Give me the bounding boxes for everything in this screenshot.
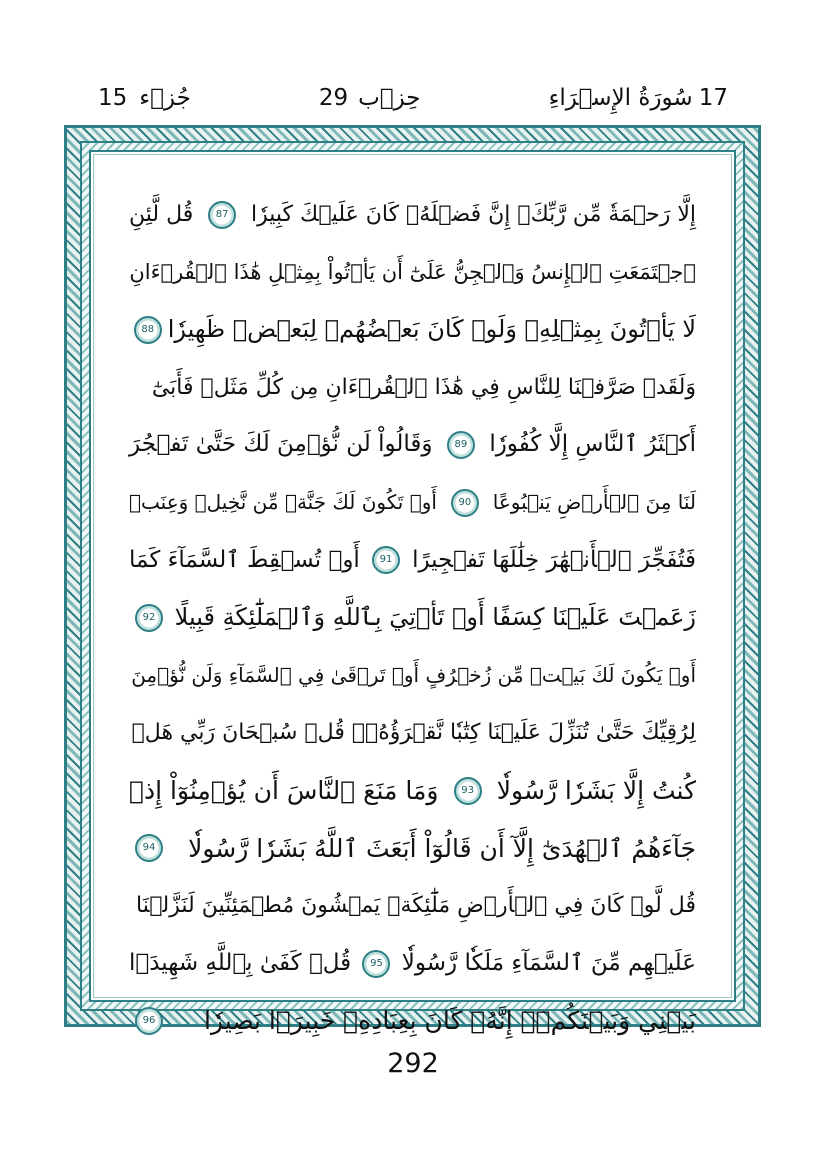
juz-label-group: [98, 85, 191, 111]
ayah-number-marker: 89: [447, 431, 475, 459]
verse-text: فَتُفَجِّرَ ٱلۡأَنۡهَٰرَ خِلَٰلَهَا تَفۡجِيرًا: [412, 546, 696, 573]
text-line: [129, 244, 696, 302]
text-panel: [89, 150, 736, 1036]
verse-text: لَا يَأۡتُونَ بِمِثۡلِهِۦ وَلَوۡ كَانَ بَعۡضُهُمۡ لِبَعۡضٖ ظَهِيرٗا: [167, 315, 696, 344]
text-line: [129, 820, 696, 878]
text-line: [129, 186, 696, 244]
hizb-label-group: [319, 85, 421, 111]
ayah-number-marker: 90: [451, 489, 479, 517]
verse-text: لَنَا مِنَ ٱلۡأَرۡضِ يَنۢبُوعًا: [492, 489, 696, 514]
text-line: [129, 532, 696, 590]
hizb-number: 29: [318, 85, 349, 111]
text-line: [129, 301, 696, 359]
verse-text: عَلَيۡهِم مِّنَ ٱلسَّمَآءِ مَلَكٗا رَّسُولٗا: [401, 949, 696, 976]
verse-text: أَوۡ يَكُونَ لَكَ بَيۡتٞ مِّن زُخۡرُفٍ أَوۡ تَرۡقَىٰ فِي ٱلسَّمَآءِ وَلَن نُّؤۡمِنَ: [131, 662, 696, 687]
verse-text: قُلۡ كَفَىٰ بِٱللَّهِ شَهِيدَۢا: [129, 949, 352, 976]
text-line: [129, 992, 696, 1050]
text-line: [129, 359, 696, 417]
text-line: [129, 877, 696, 935]
text-line: [129, 704, 696, 762]
verse-text: ٱجۡتَمَعَتِ ٱلۡإِنسُ وَٱلۡجِنُّ عَلَىٰٓ أَن يَأۡتُواْ بِمِثۡلِ هَٰذَا ٱلۡقُرۡءَانِ: [129, 259, 696, 284]
quran-text: [129, 186, 696, 1036]
verse-text: إِلَّا رَحۡمَةٗ مِّن رَّبِّكَۚ إِنَّ فَضۡلَهُۥ كَانَ عَلَيۡكَ كَبِيرٗا: [250, 202, 696, 227]
verse-text: زَعَمۡتَ عَلَيۡنَا كِسَفًا أَوۡ تَأۡتِيَ بِٱللَّهِ وَٱلۡمَلَٰٓئِكَةِ قَبِيلًا: [174, 603, 696, 632]
verse-text: كُنتُ إِلَّا بَشَرٗا رَّسُولٗا: [496, 775, 696, 805]
verse-text: أَوۡ تُسۡقِطَ ٱلسَّمَآءَ كَمَا: [129, 546, 360, 573]
ayah-number-marker: 93: [454, 777, 482, 805]
verse-text: لِرُقِيِّكَ حَتَّىٰ تُنَزِّلَ عَلَيۡنَا كِتَٰبٗا نَّقۡرَؤُهُۥۗ قُلۡ سُبۡحَانَ رَبِّي هَلۡ: [131, 720, 696, 746]
verse-text: وَقَالُواْ لَن نُّؤۡمِنَ لَكَ حَتَّىٰ تَفۡجُرَ: [129, 431, 433, 458]
page-header: [98, 78, 728, 118]
verse-text: قُل لَّوۡ كَانَ فِي ٱلۡأَرۡضِ مَلَٰٓئِكَةٞ يَمۡشُونَ مُطۡمَئِنِّينَ لَنَزَّلۡنَا: [135, 893, 696, 919]
verse-text: وَمَا مَنَعَ ٱلنَّاسَ أَن يُؤۡمِنُوٓاْ إِذۡ: [129, 775, 439, 805]
surah-name: سُورَةُ الإِسۡرَاءِ: [548, 85, 693, 111]
verse-text: أَكۡثَرُ ٱلنَّاسِ إِلَّا كُفُورٗا: [489, 431, 696, 458]
text-line: [129, 474, 696, 532]
ayah-number-marker: 92: [135, 604, 163, 632]
text-line: [129, 589, 696, 647]
page-number: 292: [387, 1048, 439, 1079]
text-line: [129, 647, 696, 705]
text-line: [129, 762, 696, 820]
juz-label: جُزۡء: [139, 85, 191, 111]
ayah-number-marker: 95: [362, 950, 390, 978]
ayah-number-marker: 96: [135, 1007, 163, 1035]
verse-text: قُل لَّئِنِ: [129, 202, 194, 227]
verse-text: أَوۡ تَكُونَ لَكَ جَنَّةٞ مِّن نَّخِيلٖ وَعِنَبٖ: [129, 489, 437, 514]
ornamental-border: [64, 125, 761, 1036]
verse-text: جَآءَهُمُ ٱلۡهُدَىٰٓ إِلَّآ أَن قَالُوٓاْ أَبَعَثَ ٱللَّهُ بَشَرٗا رَّسُولٗا: [188, 833, 696, 863]
verse-text: وَلَقَدۡ صَرَّفۡنَا لِلنَّاسِ فِي هَٰذَا ٱلۡقُرۡءَانِ مِن كُلِّ مَثَلٖ فَأَبَىٰٓ: [151, 374, 696, 400]
ayah-number-marker: 88: [134, 316, 162, 344]
verse-text: بَيۡنِي وَبَيۡنَكُمۡۚ إِنَّهُۥ كَانَ بِعِبَادِهِۦ خَبِيرَۢا بَصِيرٗا: [204, 1006, 696, 1036]
ayah-number-marker: 87: [208, 201, 236, 229]
text-line: [129, 416, 696, 474]
ornamental-border-inner: [80, 141, 745, 1036]
hizb-label: حِزۡب: [358, 85, 421, 111]
juz-number: 15: [98, 85, 128, 111]
ayah-number-marker: 91: [372, 546, 400, 574]
text-line: [129, 935, 696, 993]
ayah-number-marker: 94: [135, 834, 163, 862]
surah-label-group: [549, 85, 728, 111]
surah-number: 17: [698, 85, 728, 111]
